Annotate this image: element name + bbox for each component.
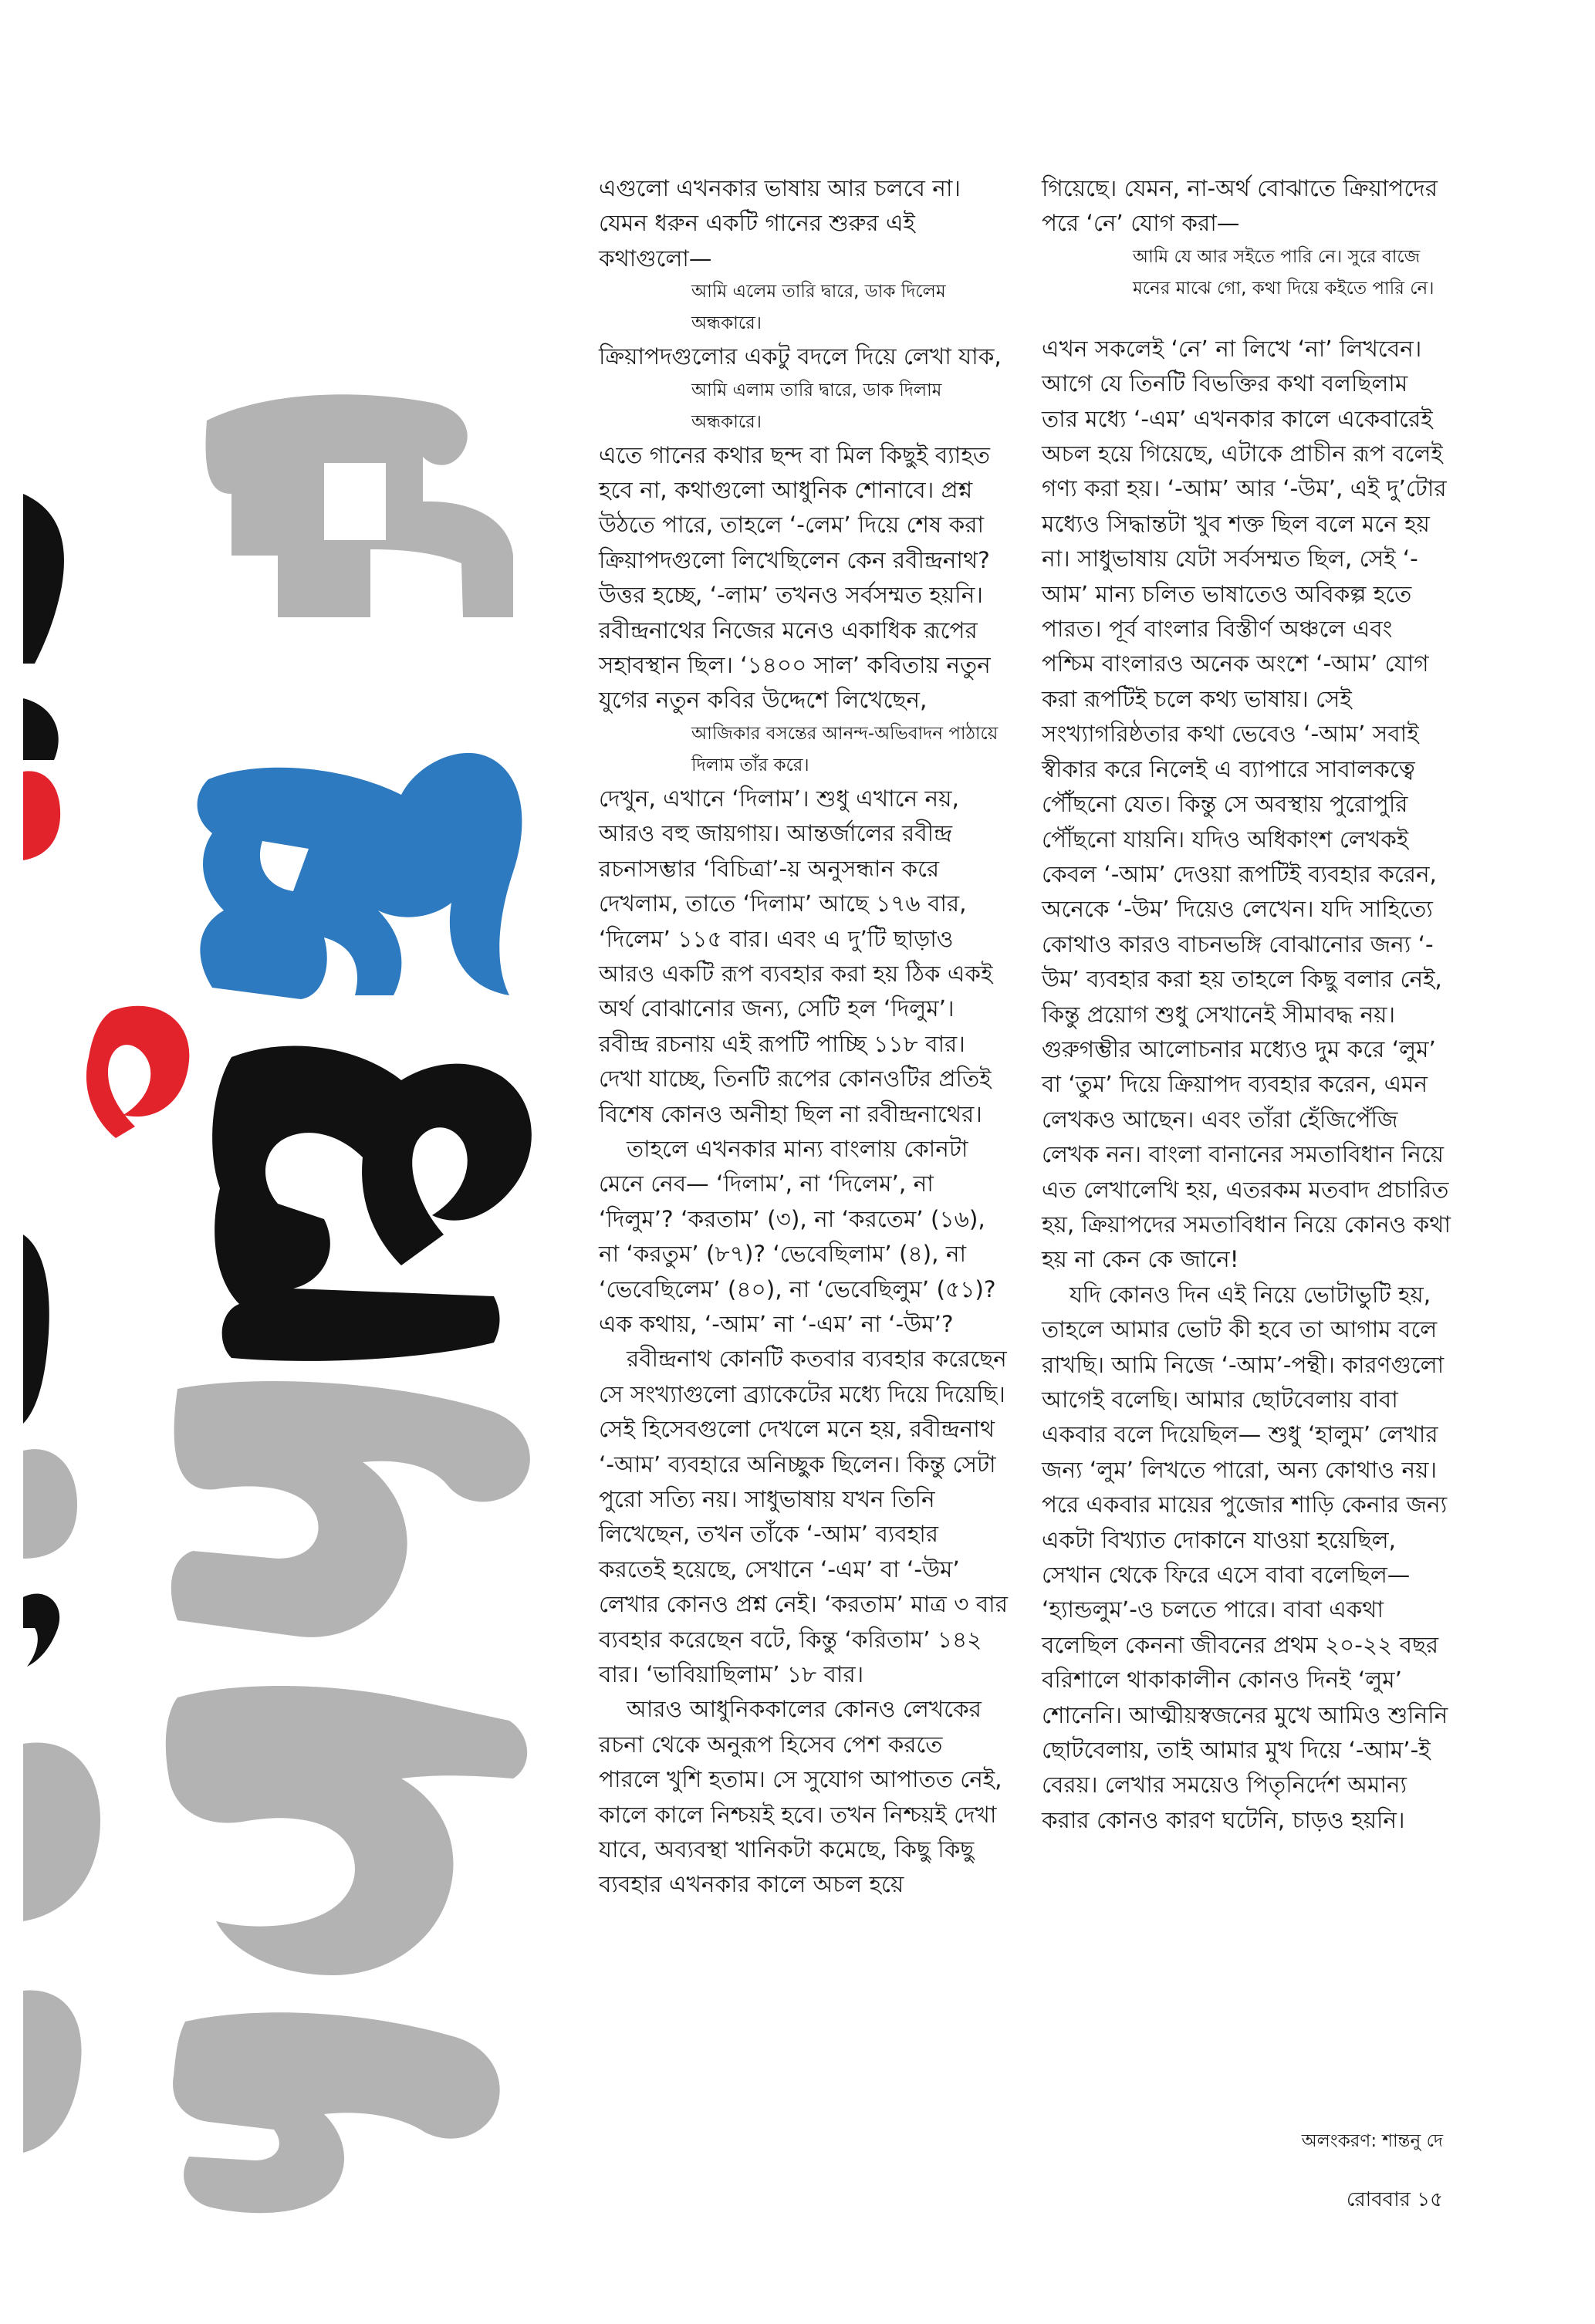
song-quote: আমি যে আর সইতে পারি নে। সুরে বাজে মনের মাঝে গো, কথা দিয়ে কইতে পারি নে।: [1133, 246, 1434, 299]
spacer: [1042, 305, 1451, 332]
paragraph: রবীন্দ্রনাথ কোনটি কতবার ব্যবহার করেছেন সে সংখ্যাগুলো ব্র্যাকেটের মধ্যে দিয়ে দিয়েছি। সেই হিসেবগুলো দেখলে মনে হয়, রবীন্দ্রনাথ ‘-আম’ ব্যবহারে অনিচ্ছুক ছিলেন। কিন্তু সেটা পুরো সত্যি নয়। সাধুভাষায় যখন তিনি লিখেছেন, তখন তাঁকে ‘-আম’ ব্যবহার করতেই হয়েছে, সেখানে ‘-এম’ বা ‘-উম’ লেখার কোনও প্রশ্ন নেই। ‘করতাম’ মাত্র ৩ বার ব্যবহার করেছেন বটে, কিন্তু ‘করিতাম’ ১৪২ বার। ‘ভাবিয়াছিলাম’ ১৮ বার।: [599, 1346, 1008, 1688]
paragraph: তাহলে এখনকার মান্য বাংলায় কোনটা মেনে নেব— ‘দিলাম’, না ‘দিলেম’, না ‘দিলুম’? ‘করতাম’ (৩), না ‘করতেম’ (১৬), না ‘করতুম’ (৮৭)? ‘ভেবেছিলাম’ (৪), না ‘ভেবেছিলেম’ (৪০), না ‘ভেবেছিলুম’ (৫১)? এক কথায়, ‘-আম’ না ‘-এম’ না ‘-উম’?: [599, 1135, 996, 1337]
grey-letter-top: [206, 394, 513, 617]
black-letter: [212, 1046, 532, 1361]
paragraph: গিয়েছে। যেমন, না-অর্থ বোঝাতে ক্রিয়াপদের পরে ‘নে’ যোগ করা—: [1042, 175, 1438, 237]
grey-letter-bottom: [173, 2012, 500, 2213]
illustration-credit: অলংকরণ: শান্তনু দে: [1301, 2131, 1443, 2151]
article-column-left: [599, 171, 1008, 1903]
red-curl: [86, 1006, 189, 1138]
paragraph: এখন সকলেই ‘নে’ না লিখে ‘না’ লিখবেন। আগে যে তিনটি বিভক্তির কথা বলছিলাম তার মধ্যে ‘-এম’ এখনকার কালে একেবারেই অচল হয়ে গিয়েছে, এটাকে প্রাচীন রূপ বলেই গণ্য করা হয়। ‘-আম’ আর ‘-উম’, এই দু’টোর মধ্যেও সিদ্ধান্তটা খুব শক্ত ছিল বলে মনে হয় না। সাধুভাষায় যেটা সর্বসম্মত ছিল, সেই ‘-আম’ মান্য চলিত ভাষাতেও অবিকল্প হতে পারত। পূর্ব বাংলার বিস্তীর্ণ অঞ্চলে এবং পশ্চিম বাংলারও অনেক অংশে ‘-আম’ যোগ করা রূপটিই চলে কথ্য ভাষায়। সেই সংখ্যাগরিষ্ঠতার কথা ভেবেও ‘-আম’ সবাই স্বীকার করে নিলেই এ ব্যাপারে সাবালকত্বে পৌঁছনো যেত। কিন্তু সে অবস্থায় পুরোপুরি পৌঁছনো যায়নি। যদিও অধিকাংশ লেখকই কেবল ‘-আম’ দেওয়া রূপটিই ব্যবহার করেন, অনেকে ‘-উম’ দিয়েও লেখেন। যদি সাহিত্যে কোথাও কারও বাচনভঙ্গি বোঝানোর জন্য ‘-উম’ ব্যবহার করা হয় তাহলে কিছু বলার নেই, কিন্তু প্রয়োগ শুধু সেখানেই সীমাবদ্ধ নয়। গুরুগম্ভীর আলোচনার মধ্যেও দুম করে ‘লুম’ বা ‘তুম’ দিয়ে ক্রিয়াপদ ব্যবহার করেন, এমন লেখকও আছেন। এবং তাঁরা হেঁজিপেঁজি লেখক নন। বাংলা বানানের সমতাবিধান নিয়ে এত লেখালেখি হয়, এতরকম মতবাদ প্রচারিত হয়, ক্রিয়াপদের সমতাবিধান নিয়ে কোনও কথা হয় না কেন কে জানে!: [1042, 335, 1451, 1273]
article-column-right: [1042, 171, 1451, 1838]
grey-letter-mid: [171, 1381, 530, 1637]
paragraph: যদি কোনও দিন এই নিয়ে ভোটাভুটি হয়, তাহলে আমার ভোট কী হবে তা আগাম বলে রাখছি। আমি নিজে ‘-আম’-পন্থী। কারণগুলো আগেই বলেছি। আমার ছোটবেলায় বাবা একবার বলে দিয়েছিল— শুধু ‘হালুম’ লেখার জন্য ‘লুম’ লিখতে পারো, অন্য কোথাও নয়। পরে একবার মায়ের পুজোর শাড়ি কেনার জন্য একটা বিখ্যাত দোকানে যাওয়া হয়েছিল, সেখান থেকে ফিরে এসে বাবা বলেছিল— ‘হ্যান্ডলুম’-ও চলতে পারে। বাবা একথা বলেছিল কেননা জীবনের প্রথম ২০-২২ বছর বরিশালে থাকাকালীন কোনও দিনই ‘লুম’ শোনেনি। আত্মীয়স্বজনের মুখে আমিও শুনিনি ছোটবেলায়, তাই আমার মুখ দিয়ে ‘-আম’-ই বেরয়। লেখার সময়েও পিতৃনির্দেশ অমান্য করার কোনও কারণ ঘটেনি, চাড়ও হয়নি।: [1042, 1281, 1448, 1833]
paragraph: ক্রিয়াপদগুলোর একটু বদলে দিয়ে লেখা যাক,: [599, 343, 1002, 370]
song-quote: আমি এলেম তারি দ্বারে, ডাক দিলেম অন্ধকারে।: [691, 282, 946, 334]
grey-fragment-left-3: [23, 1991, 82, 2153]
calligraphy-illustration: [0, 0, 571, 2238]
red-fragment-top: [23, 771, 60, 860]
black-fragment-mid: [23, 698, 59, 760]
black-fragment-low: [23, 1235, 49, 1424]
paragraph: এগুলো এখনকার ভাষায় আর চলবে না। যেমন ধরুন একটি গানের শুরুর এই কথাগুলো—: [599, 175, 961, 272]
poem-quote: আজিকার বসন্তের আনন্দ-অভিবাদন পাঠায়ে দিলাম তাঁর করে।: [691, 723, 999, 775]
paragraph: দেখুন, এখানে ‘দিলাম’। শুধু এখানে নয়, আরও বহু জায়গায়। আন্তর্জালের রবীন্দ্র রচনাসম্ভার ‘বিচিত্রা’-য় অনুসন্ধান করে দেখলাম, তাতে ‘দিলাম’ আছে ১৭৬ বার, ‘দিলেম’ ১১৫ বার। এবং এ দু’টি ছাড়াও আরও একটি রূপ ব্যবহার করা হয় ঠিক একই অর্থ বোঝানোর জন্য, সেটি হল ‘দিলুম’। রবীন্দ্র রচনায় এই রূপটি পাচ্ছি ১১৮ বার। দেখা যাচ্ছে, তিনটি রূপের কোনওটির প্রতিই বিশেষ কোনও অনীহা ছিল না রবীন্দ্রনাথের।: [599, 785, 993, 1127]
grey-fragment-left-2: [23, 1742, 100, 1921]
song-quote: আমি এলাম তারি দ্বারে, ডাক দিলাম অন্ধকারে।: [691, 380, 942, 432]
paragraph: এতে গানের কথার ছন্দ বা মিল কিছুই ব্যাহত হবে না, কথাগুলো আধুনিক শোনাবে। প্রশ্ন উঠতে পারে, তাহলে ‘-লেম’ দিয়ে শেষ করা ক্রিয়াপদগুলো লিখেছিলেন কেন রবীন্দ্রনাথ? উত্তর হচ্ছে, ‘-লাম’ তখনও সর্বসম্মত হয়নি। রবীন্দ্রনাথের নিজের মনেও একাধিক রূপের সহাবস্থান ছিল। ‘১৪০০ সাল’ কবিতায় নতুন যুগের নতুন কবির উদ্দেশে লিখেছেন,: [599, 441, 991, 714]
black-comma: [23, 1594, 59, 1667]
grey-fragment-left-1: [23, 1449, 77, 1559]
page-folio: রোববার ১৫: [1346, 2188, 1443, 2211]
grey-letter-low: [166, 1686, 527, 1975]
paragraph: আরও আধুনিককালের কোনও লেখকের রচনা থেকে অনুরূপ হিসেব পেশ করতে পারলে খুশি হতাম। সে সুযোগ আপাতত নেই, কালে কালে নিশ্চয়ই হবে। তখন নিশ্চয়ই দেখা যাবে, অব্যবস্থা খানিকটা কমেছে, কিছু কিছু ব্যবহার এখনকার কালে অচল হয়ে: [599, 1696, 1002, 1898]
blue-letter: [198, 753, 522, 999]
black-fragment-top: [23, 494, 64, 664]
